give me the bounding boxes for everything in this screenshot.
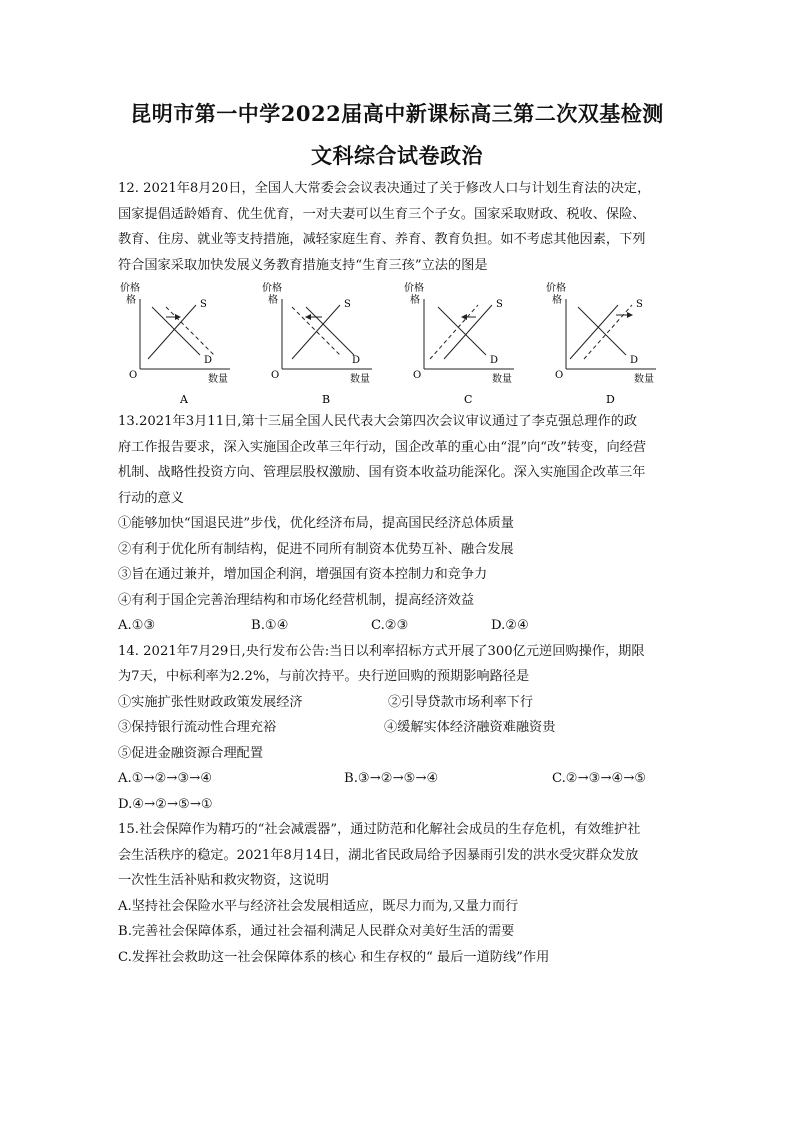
answer-options	[118, 613, 678, 639]
y-axis-label-bottom: 格	[552, 295, 562, 306]
question-13-line: 府工作报告要求，深入实施国企改革三年行动，国企改革的重心由“混”向“改”转变，向经营	[118, 439, 647, 455]
demand-label: D	[352, 355, 361, 366]
y-axis-label-top: 价格	[404, 283, 424, 294]
answer-option-c[interactable]: C.发挥社会救助这一社会保障体系的核心 和生存权的“ 最后一道防线”作用	[118, 949, 550, 965]
question-13	[118, 409, 678, 639]
exam-title: 昆明市第一中学2022届高中新课标高三第二次双基检测	[130, 101, 664, 126]
answer-option-b[interactable]: B.③→②→⑤→④	[344, 771, 439, 786]
answer-option-d[interactable]: D.④→②→⑤→①	[118, 796, 213, 812]
question-13-line: 机制、战略性投资方向、管理层股权激励、国有资本收益功能深化。深入实施国企改革三年	[118, 465, 646, 480]
statement-item: ③保持银行流动性合理充裕	[118, 720, 277, 735]
demand-label: D	[204, 355, 213, 366]
answer-option-b[interactable]: B.①④	[251, 618, 289, 633]
answer-option-a[interactable]: A.①③	[118, 618, 156, 633]
exam-subtitle: 文科综合试卷政治	[311, 143, 483, 168]
chart-option-label: C	[464, 393, 473, 406]
supply-curve	[444, 305, 492, 359]
statement-item: ②有利于优化所有制结构，促进不同所有制资本优势互补、融合发展	[118, 541, 514, 557]
question-12-line: 教育、住房、就业等支持措施，减轻家庭生育、养育、教育负担。如不考虑其他因素，下列	[118, 232, 646, 247]
question-15-line: 会生活秩序的稳定。2021年8月14日，湖北省民政局给予因暴雨引发的洪水受灾群众发放	[118, 847, 639, 863]
answer-option-d[interactable]: D.②④	[491, 618, 529, 633]
origin-label: O	[129, 370, 138, 381]
supply-curve	[292, 305, 340, 359]
statement-item: ④缓解实体经济融资难融资贵	[384, 720, 556, 735]
statement-item: ①实施扩张性财政政策发展经济	[118, 694, 303, 710]
chart-option-d	[544, 281, 678, 409]
answer-options	[118, 766, 678, 792]
x-axis-label: 数量	[634, 374, 654, 385]
exam-content	[118, 176, 678, 970]
chart-option-label: B	[322, 393, 331, 406]
question-14-line: 14. 2021年7月29日,央行发布公告:当日以利率招标方式开展了300亿元逆回购操作，期限	[118, 643, 645, 659]
answer-option-a[interactable]: A.坚持社会保险水平与经济社会发展相适应，既尽力而为,又量力而行	[118, 898, 519, 914]
answer-option-b[interactable]: B.完善社会保障体系，通过社会福利满足人民群众对美好生活的需要	[118, 924, 515, 939]
chart-option-c	[402, 281, 536, 409]
question-13-line: 行动的意义	[118, 490, 184, 506]
demand-label: D	[630, 355, 639, 366]
chart-option-label: D	[606, 393, 615, 406]
y-axis-label-top: 价格	[120, 283, 140, 294]
y-axis-label-bottom: 格	[126, 295, 136, 306]
origin-label: O	[413, 370, 422, 381]
statement-item: ①能够加快“国退民进”步伐，优化经济布局，提高国民经济总体质量	[118, 516, 514, 531]
supply-label: S	[636, 299, 643, 310]
statement-item: ③旨在通过兼并，增加国企利润，增强国有资本控制力和竞争力	[118, 567, 488, 582]
statement-row	[118, 715, 678, 741]
demand-curve	[152, 307, 200, 355]
x-axis-label: 数量	[208, 374, 228, 385]
demand-curve	[578, 307, 626, 355]
question-12-line: 12. 2021年8月20日，全国人大常委会会议表决通过了关于修改人口与计划生育法的决定，	[118, 181, 651, 196]
question-15	[118, 817, 678, 970]
question-14	[118, 639, 678, 818]
demand-curve	[438, 307, 486, 355]
chart-option-label: A	[180, 393, 188, 406]
chart-c-svg	[402, 281, 536, 409]
x-axis-label: 数量	[350, 374, 370, 385]
supply-label: S	[496, 299, 503, 310]
chart-option-b	[260, 281, 394, 409]
y-axis-label-bottom: 格	[268, 295, 278, 306]
statement-item: ⑤促进金融资源合理配置	[118, 745, 264, 761]
question-14-line: 为7天，中标利率为2.2%，与前次持平。央行逆回购的预期影响路径是	[118, 669, 530, 684]
y-axis-label-top: 价格	[262, 283, 282, 294]
question-12	[118, 176, 678, 409]
origin-label: O	[271, 370, 280, 381]
statement-item: ②引导贷款市场利率下行	[388, 694, 534, 710]
answer-option-c[interactable]: C.②③	[371, 618, 409, 633]
question-12-line: 符合国家采取加快发展义务教育措施支持“生育三孩”立法的图是	[118, 257, 488, 273]
y-axis-label-bottom: 格	[410, 295, 420, 306]
y-axis-label-top: 价格	[546, 283, 566, 294]
demand-label: D	[490, 355, 499, 366]
supply-label: S	[200, 299, 207, 310]
origin-label: O	[555, 370, 564, 381]
chart-a-svg	[118, 281, 252, 409]
supply-curve-new	[430, 305, 478, 359]
demand-curve-new	[292, 307, 340, 355]
question-15-line: 15.社会保障作为精巧的“社会减震器”，通过防范和化解社会成员的生存危机，有效维护社	[118, 822, 641, 837]
x-axis-label: 数量	[492, 374, 512, 385]
statement-item: ④有利于国企完善治理结构和市场化经营机制，提高经济效益	[118, 592, 475, 608]
demand-curve	[306, 307, 354, 355]
supply-curve-new	[584, 305, 632, 359]
statement-row	[118, 690, 678, 716]
supply-label: S	[344, 299, 351, 310]
chart-b-svg	[260, 281, 394, 409]
answer-option-a[interactable]: A.①→②→③→④	[118, 771, 213, 786]
chart-d-svg	[544, 281, 678, 409]
question-15-line: 一次性生活补贴和救灾物资，这说明	[118, 873, 329, 888]
supply-curve	[570, 305, 618, 359]
question-13-line: 13.2021年3月11日,第十三届全国人民代表大会第四次会议审议通过了李克强总理作的政	[118, 414, 638, 429]
supply-demand-charts	[118, 281, 678, 409]
answer-option-c[interactable]: C.②→③→④→⑤	[552, 771, 647, 786]
question-12-line: 国家提倡适龄婚育、优生优育，一对夫妻可以生育三个子女。国家采取财政、税收、保险、	[118, 206, 646, 222]
chart-option-a	[118, 281, 252, 409]
